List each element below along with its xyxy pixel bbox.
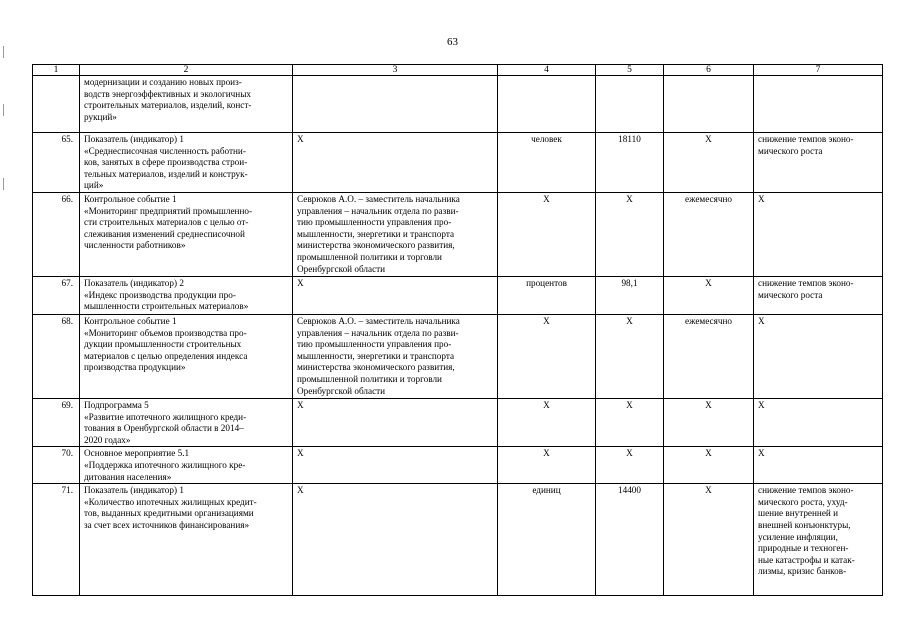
row-value: 14400 (596, 484, 664, 596)
table-row (33, 133, 883, 193)
table-row (33, 484, 883, 596)
row-responsible: Х (293, 133, 498, 193)
row-value: Х (596, 315, 664, 399)
row-number: 66. (33, 193, 80, 277)
row-risks: снижение темпов эконо- мического роста, ухуд- шение внутренней и внешней конъюнктуры, усиление инфляции, природные и техноген- ные катастрофы и катак- лизмы, кризис банков- (754, 484, 883, 596)
row-number (33, 76, 80, 133)
row-risks: снижение темпов эконо- мического роста (754, 277, 883, 315)
row-unit (498, 76, 596, 133)
row-risks: снижение темпов эконо- мического роста (754, 133, 883, 193)
row-risks: Х (754, 399, 883, 447)
table-header-row (33, 65, 883, 76)
row-unit: Х (498, 399, 596, 447)
row-responsible: Х (293, 447, 498, 484)
row-unit: Х (498, 447, 596, 484)
margin-mark (3, 178, 4, 190)
row-period: Х (664, 133, 754, 193)
margin-mark (3, 46, 4, 58)
table-row (33, 315, 883, 399)
row-name: модернизации и созданию новых произ- водств энергоэффективных и экологичных строительных материалов, изделий, конст- рукций» (80, 76, 293, 133)
row-period: Х (664, 399, 754, 447)
row-period (664, 76, 754, 133)
row-risks: Х (754, 193, 883, 277)
row-name: Подпрограмма 5 «Развитие ипотечного жилищного креди- тования в Оренбургской области в 2014– 2020 годах» (80, 399, 293, 447)
row-value: 18110 (596, 133, 664, 193)
row-value: Х (596, 399, 664, 447)
row-risks: Х (754, 447, 883, 484)
row-number: 71. (33, 484, 80, 596)
table-row (33, 76, 883, 133)
row-responsible: Х (293, 277, 498, 315)
row-unit: Х (498, 315, 596, 399)
row-name: Основное мероприятие 5.1 «Поддержка ипотечного жилищного кре- дитования населения» (80, 447, 293, 484)
row-unit: человек (498, 133, 596, 193)
row-value: Х (596, 447, 664, 484)
row-risks (754, 76, 883, 133)
row-responsible: Севрюков А.О. – заместитель начальника управления – начальник отдела по разви- тию промышленности управления про- мышленности, энергетики и транспорта министерства экономического развития, промышленной политики и торговли Оренбургской области (293, 193, 498, 277)
row-responsible: Х (293, 399, 498, 447)
row-number: 70. (33, 447, 80, 484)
row-period: Х (664, 277, 754, 315)
row-period: ежемесячно (664, 193, 754, 277)
column-header: 5 (596, 65, 664, 76)
column-header: 2 (80, 65, 293, 76)
row-unit: единиц (498, 484, 596, 596)
column-header: 4 (498, 65, 596, 76)
row-name: Контрольное событие 1 «Мониторинг предприятий промышленно- сти строительных материалов с целью от- слеживания изменений среднесписочной численности работников» (80, 193, 293, 277)
row-value (596, 76, 664, 133)
column-header: 1 (33, 65, 80, 76)
row-number: 69. (33, 399, 80, 447)
column-header: 3 (293, 65, 498, 76)
row-name: Контрольное событие 1 «Мониторинг объемов производства про- дукции промышленности строительных материалов с целью определения индекса производства продукции» (80, 315, 293, 399)
row-value: 98,1 (596, 277, 664, 315)
row-responsible: Х (293, 484, 498, 596)
row-number: 68. (33, 315, 80, 399)
table-row (33, 399, 883, 447)
row-responsible: Севрюков А.О. – заместитель начальника управления – начальник отдела по разви- тию промышленности управления про- мышленности, энергетики и транспорта министерства экономического развития, промышленной политики и торговли Оренбургской области (293, 315, 498, 399)
row-name: Показатель (индикатор) 1 «Среднесписочная численность работни- ков, занятых в сфере производства строи- тельных материалов, изделий и конструк- ций» (80, 133, 293, 193)
row-period: Х (664, 447, 754, 484)
table-row (33, 193, 883, 277)
document-table (32, 64, 883, 596)
row-number: 65. (33, 133, 80, 193)
column-header: 7 (754, 65, 883, 76)
row-period: ежемесячно (664, 315, 754, 399)
row-responsible (293, 76, 498, 133)
margin-mark (3, 104, 4, 116)
row-unit: Х (498, 193, 596, 277)
table-row (33, 447, 883, 484)
column-header: 6 (664, 65, 754, 76)
row-number: 67. (33, 277, 80, 315)
row-unit: процентов (498, 277, 596, 315)
table-row (33, 277, 883, 315)
row-period: Х (664, 484, 754, 596)
page-number: 63 (447, 36, 458, 48)
row-risks: Х (754, 315, 883, 399)
row-name: Показатель (индикатор) 1 «Количество ипотечных жилищных кредит- тов, выданных кредитными организациями за счет всех источников финансирования» (80, 484, 293, 596)
row-name: Показатель (индикатор) 2 «Индекс производства продукции про- мышленности строительных материалов» (80, 277, 293, 315)
row-value: Х (596, 193, 664, 277)
